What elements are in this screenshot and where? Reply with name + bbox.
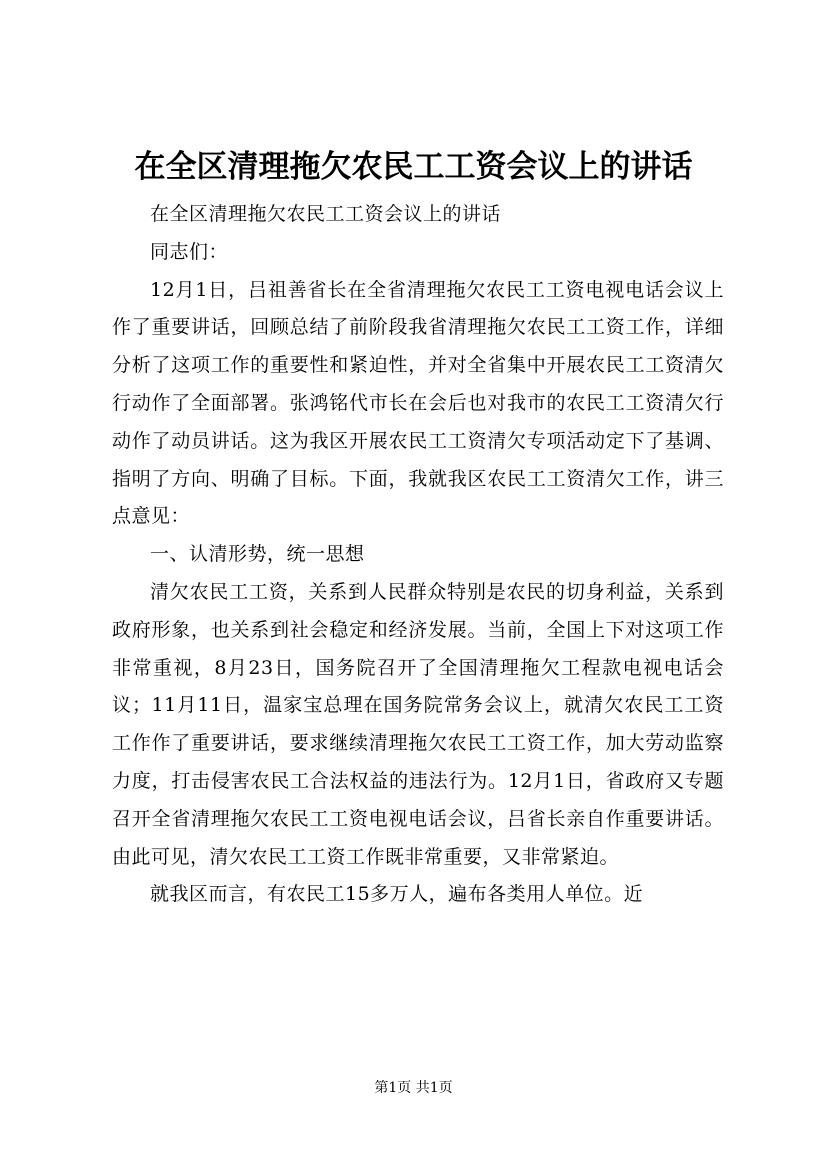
page-number-footer: 第1页 共1页 — [374, 1080, 453, 1096]
paragraph-subtitle: 在全区清理拖欠农民工工资会议上的讲话 — [150, 203, 502, 225]
document-title: 在全区清理拖欠农民工工资会议上的讲话 — [134, 149, 693, 185]
document-body — [112, 196, 724, 914]
paragraph-salutation: 同志们： — [150, 240, 229, 263]
paragraph-district: 就我区而言，有农民工15多万人，遍布各类用人单位。近 — [150, 883, 644, 906]
section-heading-1: 一、认清形势，统一思想 — [150, 543, 365, 566]
paragraph-intro: 12月1日，吕祖善省长在全省清理拖欠农民工工资电视电话会议上作了重要讲话，回顾总结了前阶段我省清理拖欠农民工工资工作，详细分析了这项工作的重要性和紧迫性，并对全省集中开展农民工工资清欠行动作了全面部署。张鸿铭代市长在会后也对我市的农民工工资清欠行动作了动员讲话。这为我区开展农民工工资清欠专项活动定下了基调、指明了方向、明确了目标。下面，我就我区农民工工资清欠工作，讲三点意见： — [112, 278, 724, 528]
paragraph-section-1: 清欠农民工工资，关系到人民群众特别是农民的切身利益，关系到政府形象，也关系到社会稳定和经济发展。当前，全国上下对这项工作非常重视，8月23日，国务院召开了全国清理拖欠工程款电视电话会议；11月11日，温家宝总理在国务院常务会议上，就清欠农民工工资工作作了重要讲话，要求继续清理拖欠农民工工资工作，加大劳动监察力度，打击侵害农民工合法权益的违法行为。12月1日，省政府又专题召开全省清理拖欠农民工工资电视电话会议，吕省长亲自作重要讲话。由此可见，清欠农民工工资工作既非常重要，又非常紧迫。 — [112, 580, 724, 868]
